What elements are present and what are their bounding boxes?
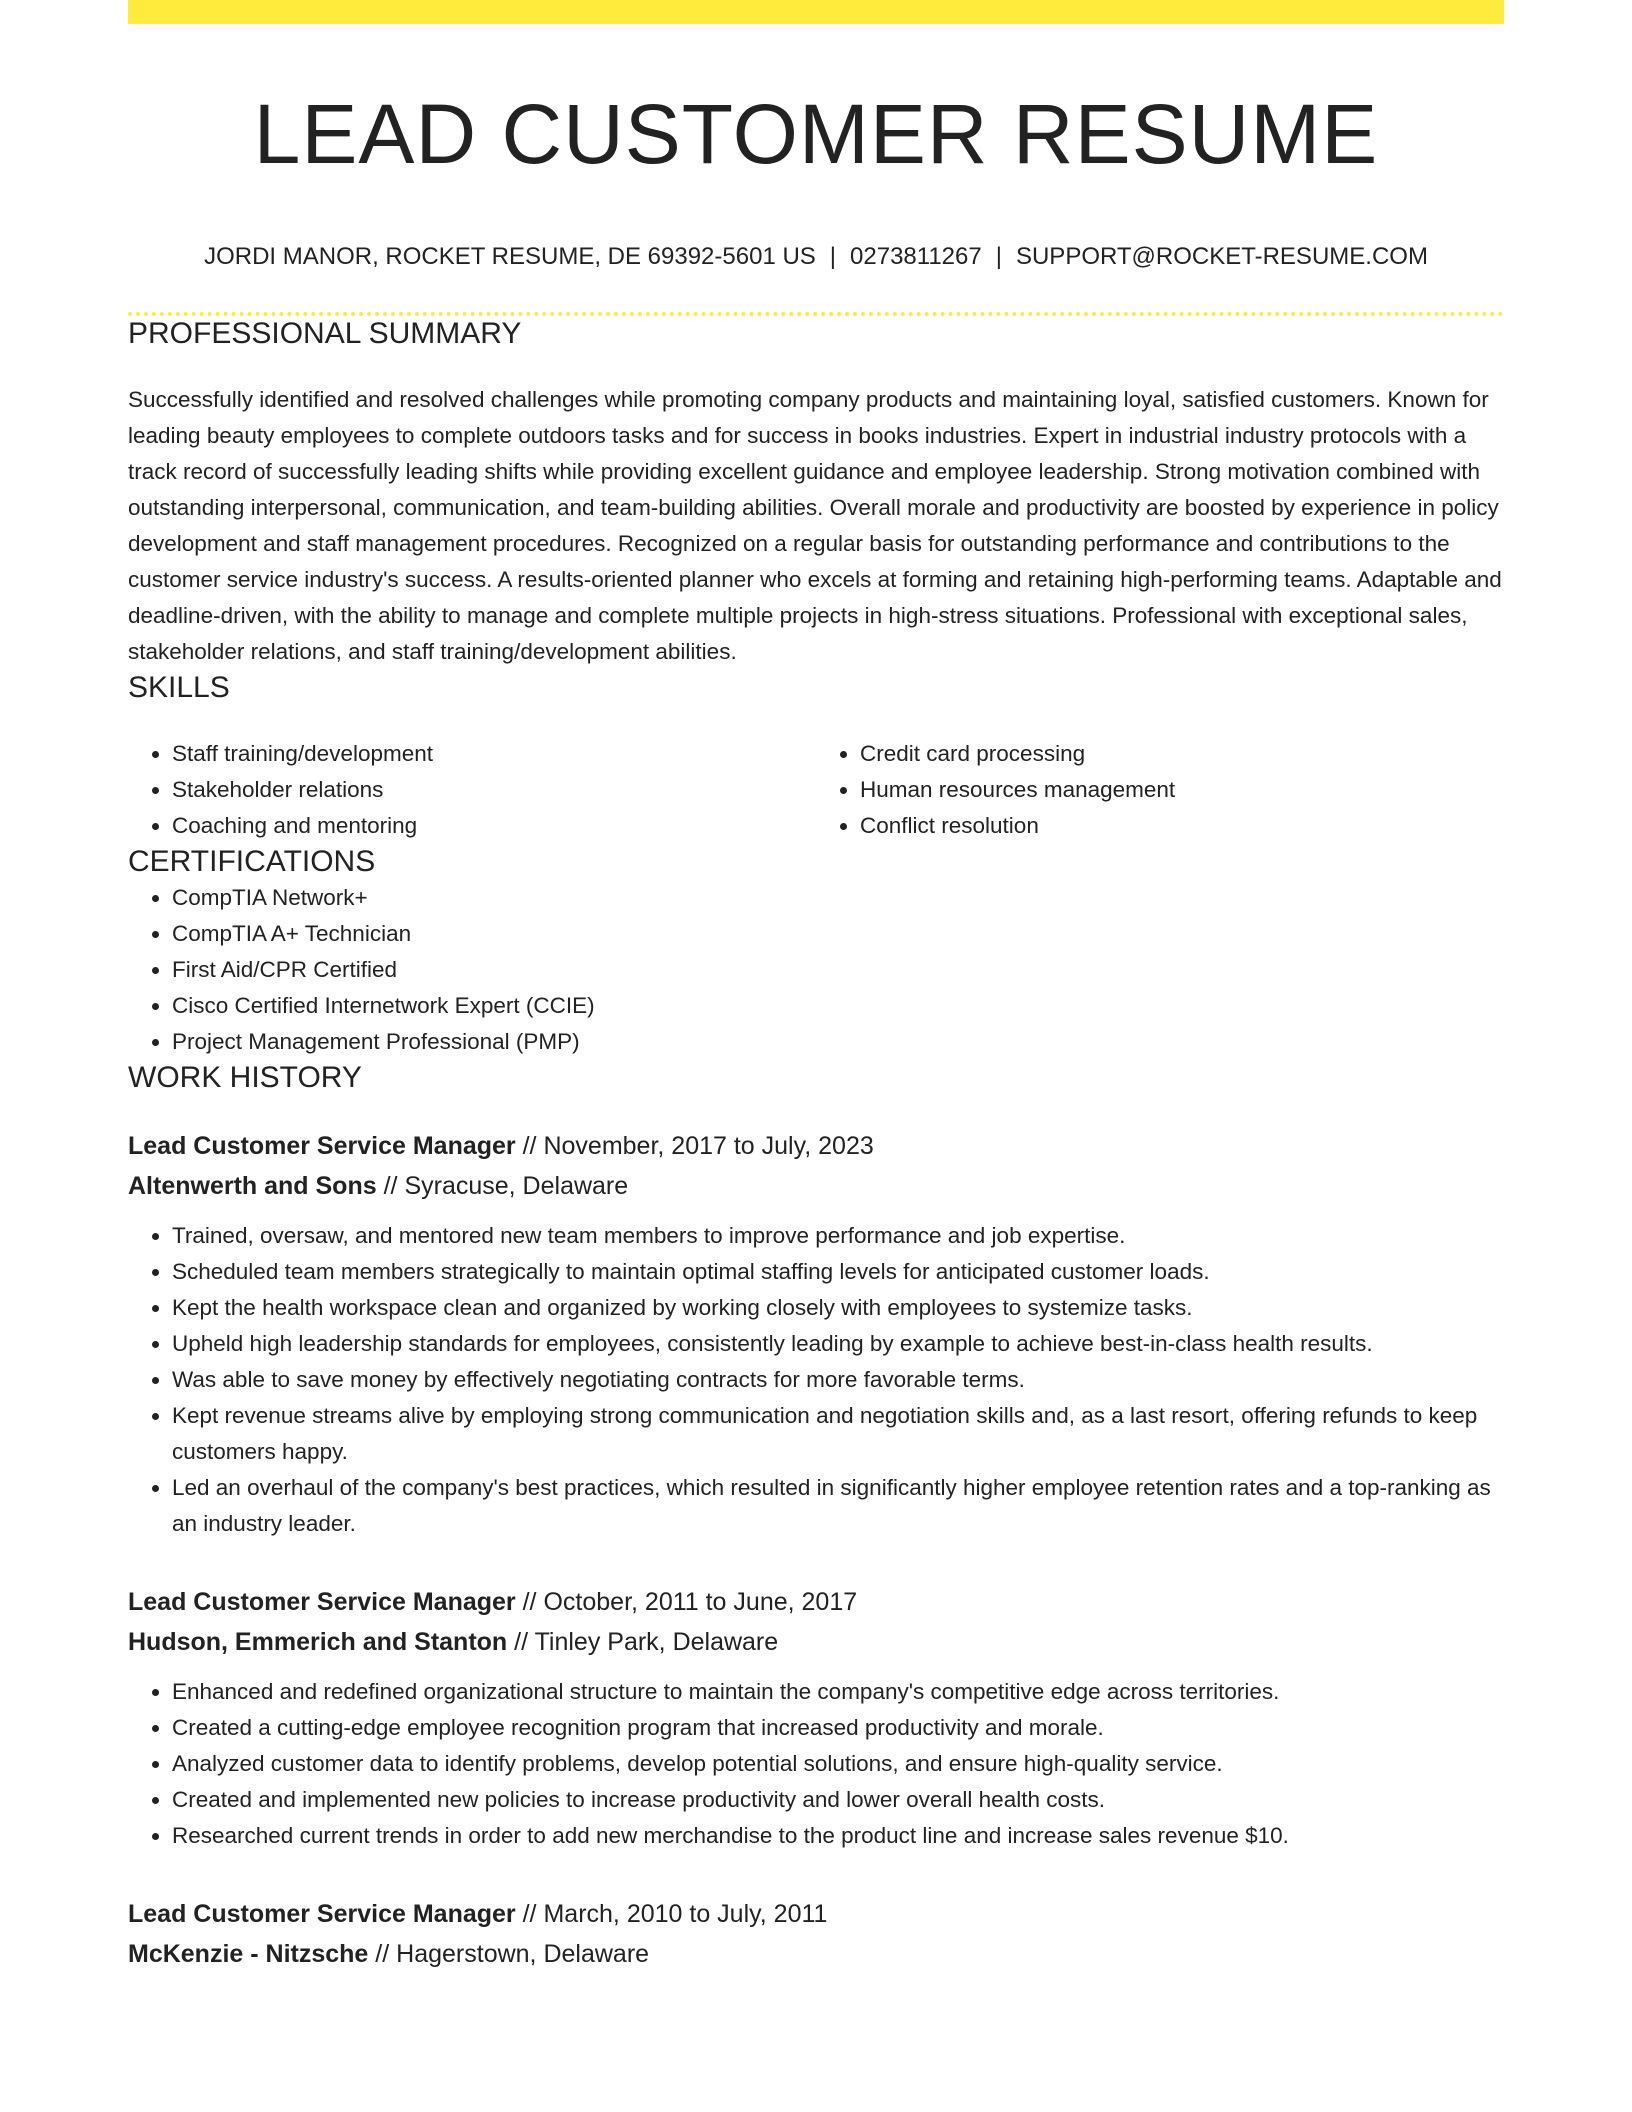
job-location: Syracuse, Delaware	[404, 1171, 629, 1200]
summary-heading: PROFESSIONAL SUMMARY	[128, 316, 522, 350]
resume-title: LEAD CUSTOMER RESUME	[253, 87, 1379, 181]
accent-top-bar	[128, 0, 1504, 24]
job-entry	[128, 1126, 1504, 1542]
job-bullet: • Researched current trends in order to add new merchandise to the product line and increase sales revenue $10.	[172, 1818, 1504, 1854]
skill-item: • Coaching and mentoring	[172, 808, 816, 844]
certification-item: • First Aid/CPR Certified	[172, 952, 1504, 988]
job-bullet: • Created and implemented new policies to increase productivity and lower overall health costs.	[172, 1782, 1504, 1818]
job-bullet: • Scheduled team members strategically to maintain optimal staffing levels for anticipated customer loads.	[172, 1254, 1504, 1290]
contact-address: JORDI MANOR, ROCKET RESUME, DE 69392-5601 US	[204, 242, 816, 270]
skill-item: • Human resources management	[860, 772, 1504, 808]
skill-item: • Staff training/development	[172, 736, 816, 772]
job-bullets	[128, 1218, 1504, 1542]
skills-heading: SKILLS	[128, 670, 230, 704]
skill-item: • Credit card processing	[860, 736, 1504, 772]
job-bullet: • Upheld high leadership standards for employees, consistently leading by example to achieve best-in-class health results.	[172, 1326, 1504, 1362]
job-company-line	[128, 1622, 1504, 1662]
job-company-line	[128, 1166, 1504, 1206]
skills-list-left	[128, 736, 816, 844]
skill-item: • Conflict resolution	[860, 808, 1504, 844]
contact-separator: |	[829, 242, 837, 270]
job-entry	[128, 1894, 1504, 1974]
certifications-heading: CERTIFICATIONS	[128, 844, 376, 878]
job-title: Lead Customer Service Manager	[128, 1587, 516, 1616]
job-title-line	[128, 1582, 1504, 1622]
job-entry	[128, 1582, 1504, 1854]
job-dates: November, 2017 to July, 2023	[543, 1131, 874, 1160]
contact-phone: 0273811267	[850, 242, 982, 270]
job-company: McKenzie - Nitzsche	[128, 1939, 369, 1968]
divider: //	[522, 1587, 537, 1616]
certification-item: • CompTIA Network+	[172, 880, 1504, 916]
certification-item: • CompTIA A+ Technician	[172, 916, 1504, 952]
job-bullet: • Was able to save money by effectively negotiating contracts for more favorable terms.	[172, 1362, 1504, 1398]
job-bullets	[128, 1674, 1504, 1854]
job-dates: October, 2011 to June, 2017	[543, 1587, 858, 1616]
job-bullet: • Analyzed customer data to identify problems, develop potential solutions, and ensure high-quality service.	[172, 1746, 1504, 1782]
resume-page	[128, 0, 1504, 1974]
work-history-heading: WORK HISTORY	[128, 1060, 362, 1094]
job-title: Lead Customer Service Manager	[128, 1131, 516, 1160]
divider: //	[522, 1131, 537, 1160]
divider: //	[514, 1627, 529, 1656]
job-bullet: • Led an overhaul of the company's best practices, which resulted in significantly higher employee retention rates and a top-ranking as an industry leader.	[172, 1470, 1504, 1542]
contact-line	[128, 243, 1504, 272]
job-company: Hudson, Emmerich and Stanton	[128, 1627, 508, 1656]
job-location: Hagerstown, Delaware	[396, 1939, 650, 1968]
job-company: Altenwerth and Sons	[128, 1171, 377, 1200]
skills-list-right	[816, 736, 1504, 844]
divider: //	[522, 1899, 537, 1928]
contact-separator: |	[995, 242, 1002, 270]
job-title-line	[128, 1126, 1504, 1166]
job-bullet: • Created a cutting-edge employee recognition program that increased productivity and morale.	[172, 1710, 1504, 1746]
summary-text: Successfully identified and resolved challenges while promoting company products and maintaining loyal, satisfied customers. Known for leading beauty employees to complete outdoors tasks and for success in books industries. Expert in industrial industry protocols with a track record of successfully leading shifts while providing excellent guidance and employee leadership. Strong motivation combined with outstanding interpersonal, communication, and team-building abilities. Overall morale and productivity are boosted by experience in policy development and staff management procedures. Recognized on a regular basis for outstanding performance and contributions to the customer service industry's success. A results-oriented planner who excels at forming and retaining high-performing teams. Adaptable and deadline-driven, with the ability to manage and complete multiple projects in high-stress situations. Professional with exceptional sales, stakeholder relations, and staff training/development abilities.	[128, 386, 1502, 664]
job-dates: March, 2010 to July, 2011	[543, 1899, 828, 1928]
job-title: Lead Customer Service Manager	[128, 1899, 516, 1928]
job-location: Tinley Park, Delaware	[534, 1627, 779, 1656]
divider: //	[383, 1171, 398, 1200]
job-company-line	[128, 1934, 1504, 1974]
job-bullet: • Kept revenue streams alive by employing strong communication and negotiation skills and, as a last resort, offering refunds to keep customers happy.	[172, 1398, 1504, 1470]
skills-columns	[128, 736, 1504, 844]
divider: //	[375, 1939, 390, 1968]
certification-item: • Project Management Professional (PMP)	[172, 1024, 1504, 1060]
skill-item: • Stakeholder relations	[172, 772, 816, 808]
job-bullet: • Trained, oversaw, and mentored new team members to improve performance and job expertise.	[172, 1218, 1504, 1254]
job-title-line	[128, 1894, 1504, 1934]
job-bullet: • Enhanced and redefined organizational structure to maintain the company's competitive edge across territories.	[172, 1674, 1504, 1710]
certification-item: • Cisco Certified Internetwork Expert (CCIE)	[172, 988, 1504, 1024]
contact-email: SUPPORT@ROCKET-RESUME.COM	[1015, 242, 1428, 270]
job-bullet: • Kept the health workspace clean and organized by working closely with employees to systemize tasks.	[172, 1290, 1504, 1326]
certifications-list	[128, 880, 1504, 1060]
